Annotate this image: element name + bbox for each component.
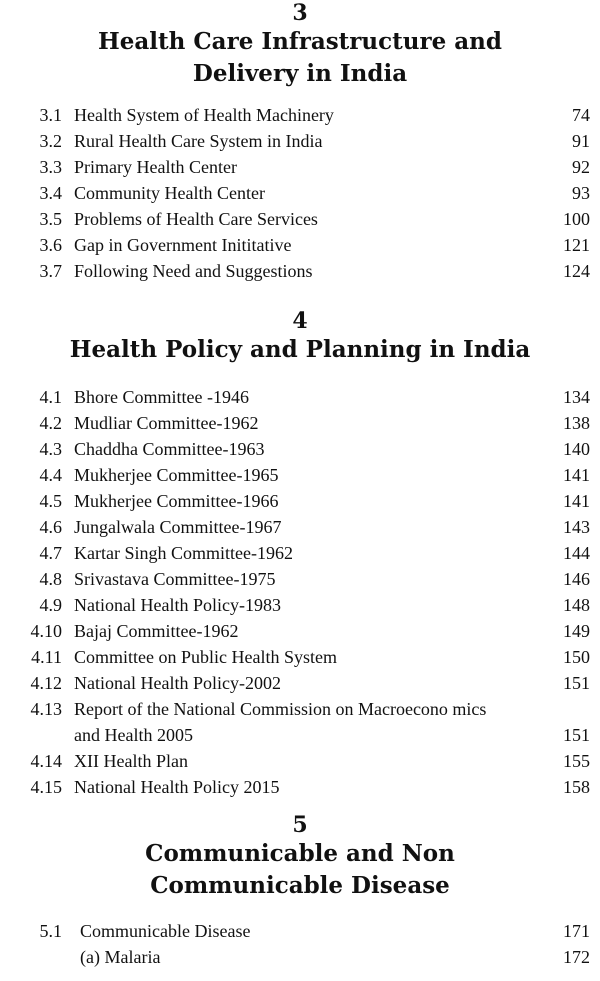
page-number: 134 — [563, 387, 590, 407]
section-title: Report of the National Commission on Macroecono mics and Health 2005 — [74, 699, 487, 745]
section-number: 3.1 — [39, 105, 62, 125]
page-number: 149 — [563, 621, 590, 641]
section-title: Primary Health Center — [74, 157, 237, 177]
section-number: 3.3 — [39, 157, 62, 177]
toc-entry[interactable] — [0, 944, 600, 970]
section-number: 4.3 — [39, 439, 62, 459]
section-title: Mudliar Committee-1962 — [74, 413, 259, 433]
toc-entry[interactable] — [0, 384, 600, 410]
page-number: 141 — [563, 491, 590, 511]
section-number: 3.5 — [39, 209, 62, 229]
page-number: 158 — [563, 777, 590, 797]
section-title: Committee on Public Health System — [74, 647, 337, 667]
page-number: 143 — [563, 517, 590, 537]
section-title: XII Health Plan — [74, 751, 188, 771]
toc-entry[interactable] — [0, 154, 600, 180]
section-title: (a) Malaria — [80, 947, 161, 967]
section-title: Chaddha Committee-1963 — [74, 439, 265, 459]
page-number: 74 — [572, 105, 590, 125]
toc-entry[interactable] — [0, 514, 600, 540]
section-title: Mukherjee Committee-1965 — [74, 465, 279, 485]
toc-entry[interactable] — [0, 206, 600, 232]
chapter-entries — [0, 102, 600, 284]
chapter-title: Communicable and Non Communicable Disease — [145, 840, 455, 899]
page-number: 100 — [563, 209, 590, 229]
section-title: Srivastava Committee-1975 — [74, 569, 276, 589]
section-title: Rural Health Care System in India — [74, 131, 323, 151]
section-number: 3.2 — [39, 131, 62, 151]
section-number: 4.14 — [30, 751, 62, 771]
chapter-entries — [0, 384, 600, 800]
section-title: Bhore Committee -1946 — [74, 387, 249, 407]
page-number: 150 — [563, 647, 590, 667]
toc-entry[interactable] — [0, 644, 600, 670]
page-number: 148 — [563, 595, 590, 615]
toc-entry[interactable] — [0, 488, 600, 514]
page-number: 124 — [563, 261, 590, 281]
toc-entry[interactable] — [0, 232, 600, 258]
toc-entry[interactable] — [0, 748, 600, 774]
page-number: 92 — [572, 157, 590, 177]
toc-entry[interactable] — [0, 696, 600, 748]
toc-entry[interactable] — [0, 566, 600, 592]
section-title: Community Health Center — [74, 183, 265, 203]
section-number: 4.10 — [30, 621, 62, 641]
page-number: 141 — [563, 465, 590, 485]
section-title: Health System of Health Machinery — [74, 105, 334, 125]
section-title: Problems of Health Care Services — [74, 209, 318, 229]
chapter-number: 4 — [292, 308, 308, 334]
section-title: Bajaj Committee-1962 — [74, 621, 239, 641]
section-number: 3.7 — [39, 261, 62, 281]
section-number: 5.1 — [39, 921, 62, 941]
section-title: Mukherjee Committee-1966 — [74, 491, 279, 511]
chapter-5 — [0, 812, 600, 970]
toc-entry[interactable] — [0, 410, 600, 436]
section-number: 4.12 — [30, 673, 62, 693]
page-number: 138 — [563, 413, 590, 433]
chapter-number: 3 — [292, 0, 308, 26]
chapter-3 — [0, 0, 600, 284]
toc-entry[interactable] — [0, 670, 600, 696]
section-number: 4.7 — [39, 543, 62, 563]
toc-entry[interactable] — [0, 102, 600, 128]
toc-entry[interactable] — [0, 436, 600, 462]
page-number: 146 — [563, 569, 590, 589]
section-title: National Health Policy-2002 — [74, 673, 281, 693]
chapter-4 — [0, 308, 600, 800]
toc-entry[interactable] — [0, 258, 600, 284]
toc-entry[interactable] — [0, 540, 600, 566]
section-number: 4.15 — [30, 777, 62, 797]
toc-entry[interactable] — [0, 774, 600, 800]
page-number: 93 — [572, 183, 590, 203]
chapter-title: Health Policy and Planning in India — [69, 336, 531, 363]
page-number: 91 — [572, 131, 590, 151]
section-number: 4.11 — [31, 647, 62, 667]
chapter-entries — [0, 918, 600, 970]
section-number: 3.4 — [39, 183, 62, 203]
section-number: 4.6 — [39, 517, 62, 537]
page-number: 151 — [563, 725, 590, 745]
section-number: 4.5 — [39, 491, 62, 511]
toc-entry[interactable] — [0, 128, 600, 154]
toc-entry[interactable] — [0, 462, 600, 488]
toc-entry[interactable] — [0, 618, 600, 644]
section-number: 4.9 — [39, 595, 62, 615]
section-title: Following Need and Suggestions — [74, 261, 313, 281]
section-number: 4.1 — [39, 387, 62, 407]
toc-entry[interactable] — [0, 592, 600, 618]
section-number: 4.13 — [30, 699, 62, 719]
chapter-title: Health Care Infrastructure and Delivery in India — [98, 28, 502, 87]
page-number: 121 — [563, 235, 590, 255]
section-title: Communicable Disease — [80, 921, 251, 941]
page-number: 140 — [563, 439, 590, 459]
section-number: 3.6 — [39, 235, 62, 255]
toc-entry[interactable] — [0, 180, 600, 206]
section-title: National Health Policy 2015 — [74, 777, 280, 797]
toc-entry[interactable] — [0, 918, 600, 944]
section-title: Jungalwala Committee-1967 — [74, 517, 282, 537]
section-number: 4.4 — [39, 465, 62, 485]
section-title: Gap in Government Inititative — [74, 235, 292, 255]
page-number: 151 — [563, 673, 590, 693]
page-number: 172 — [563, 947, 590, 967]
chapter-number: 5 — [292, 812, 308, 838]
section-title: National Health Policy-1983 — [74, 595, 281, 615]
page-number: 144 — [563, 543, 590, 563]
section-number: 4.8 — [39, 569, 62, 589]
section-title: Kartar Singh Committee-1962 — [74, 543, 293, 563]
section-number: 4.2 — [39, 413, 62, 433]
page-number: 171 — [563, 921, 590, 941]
page-number: 155 — [563, 751, 590, 771]
